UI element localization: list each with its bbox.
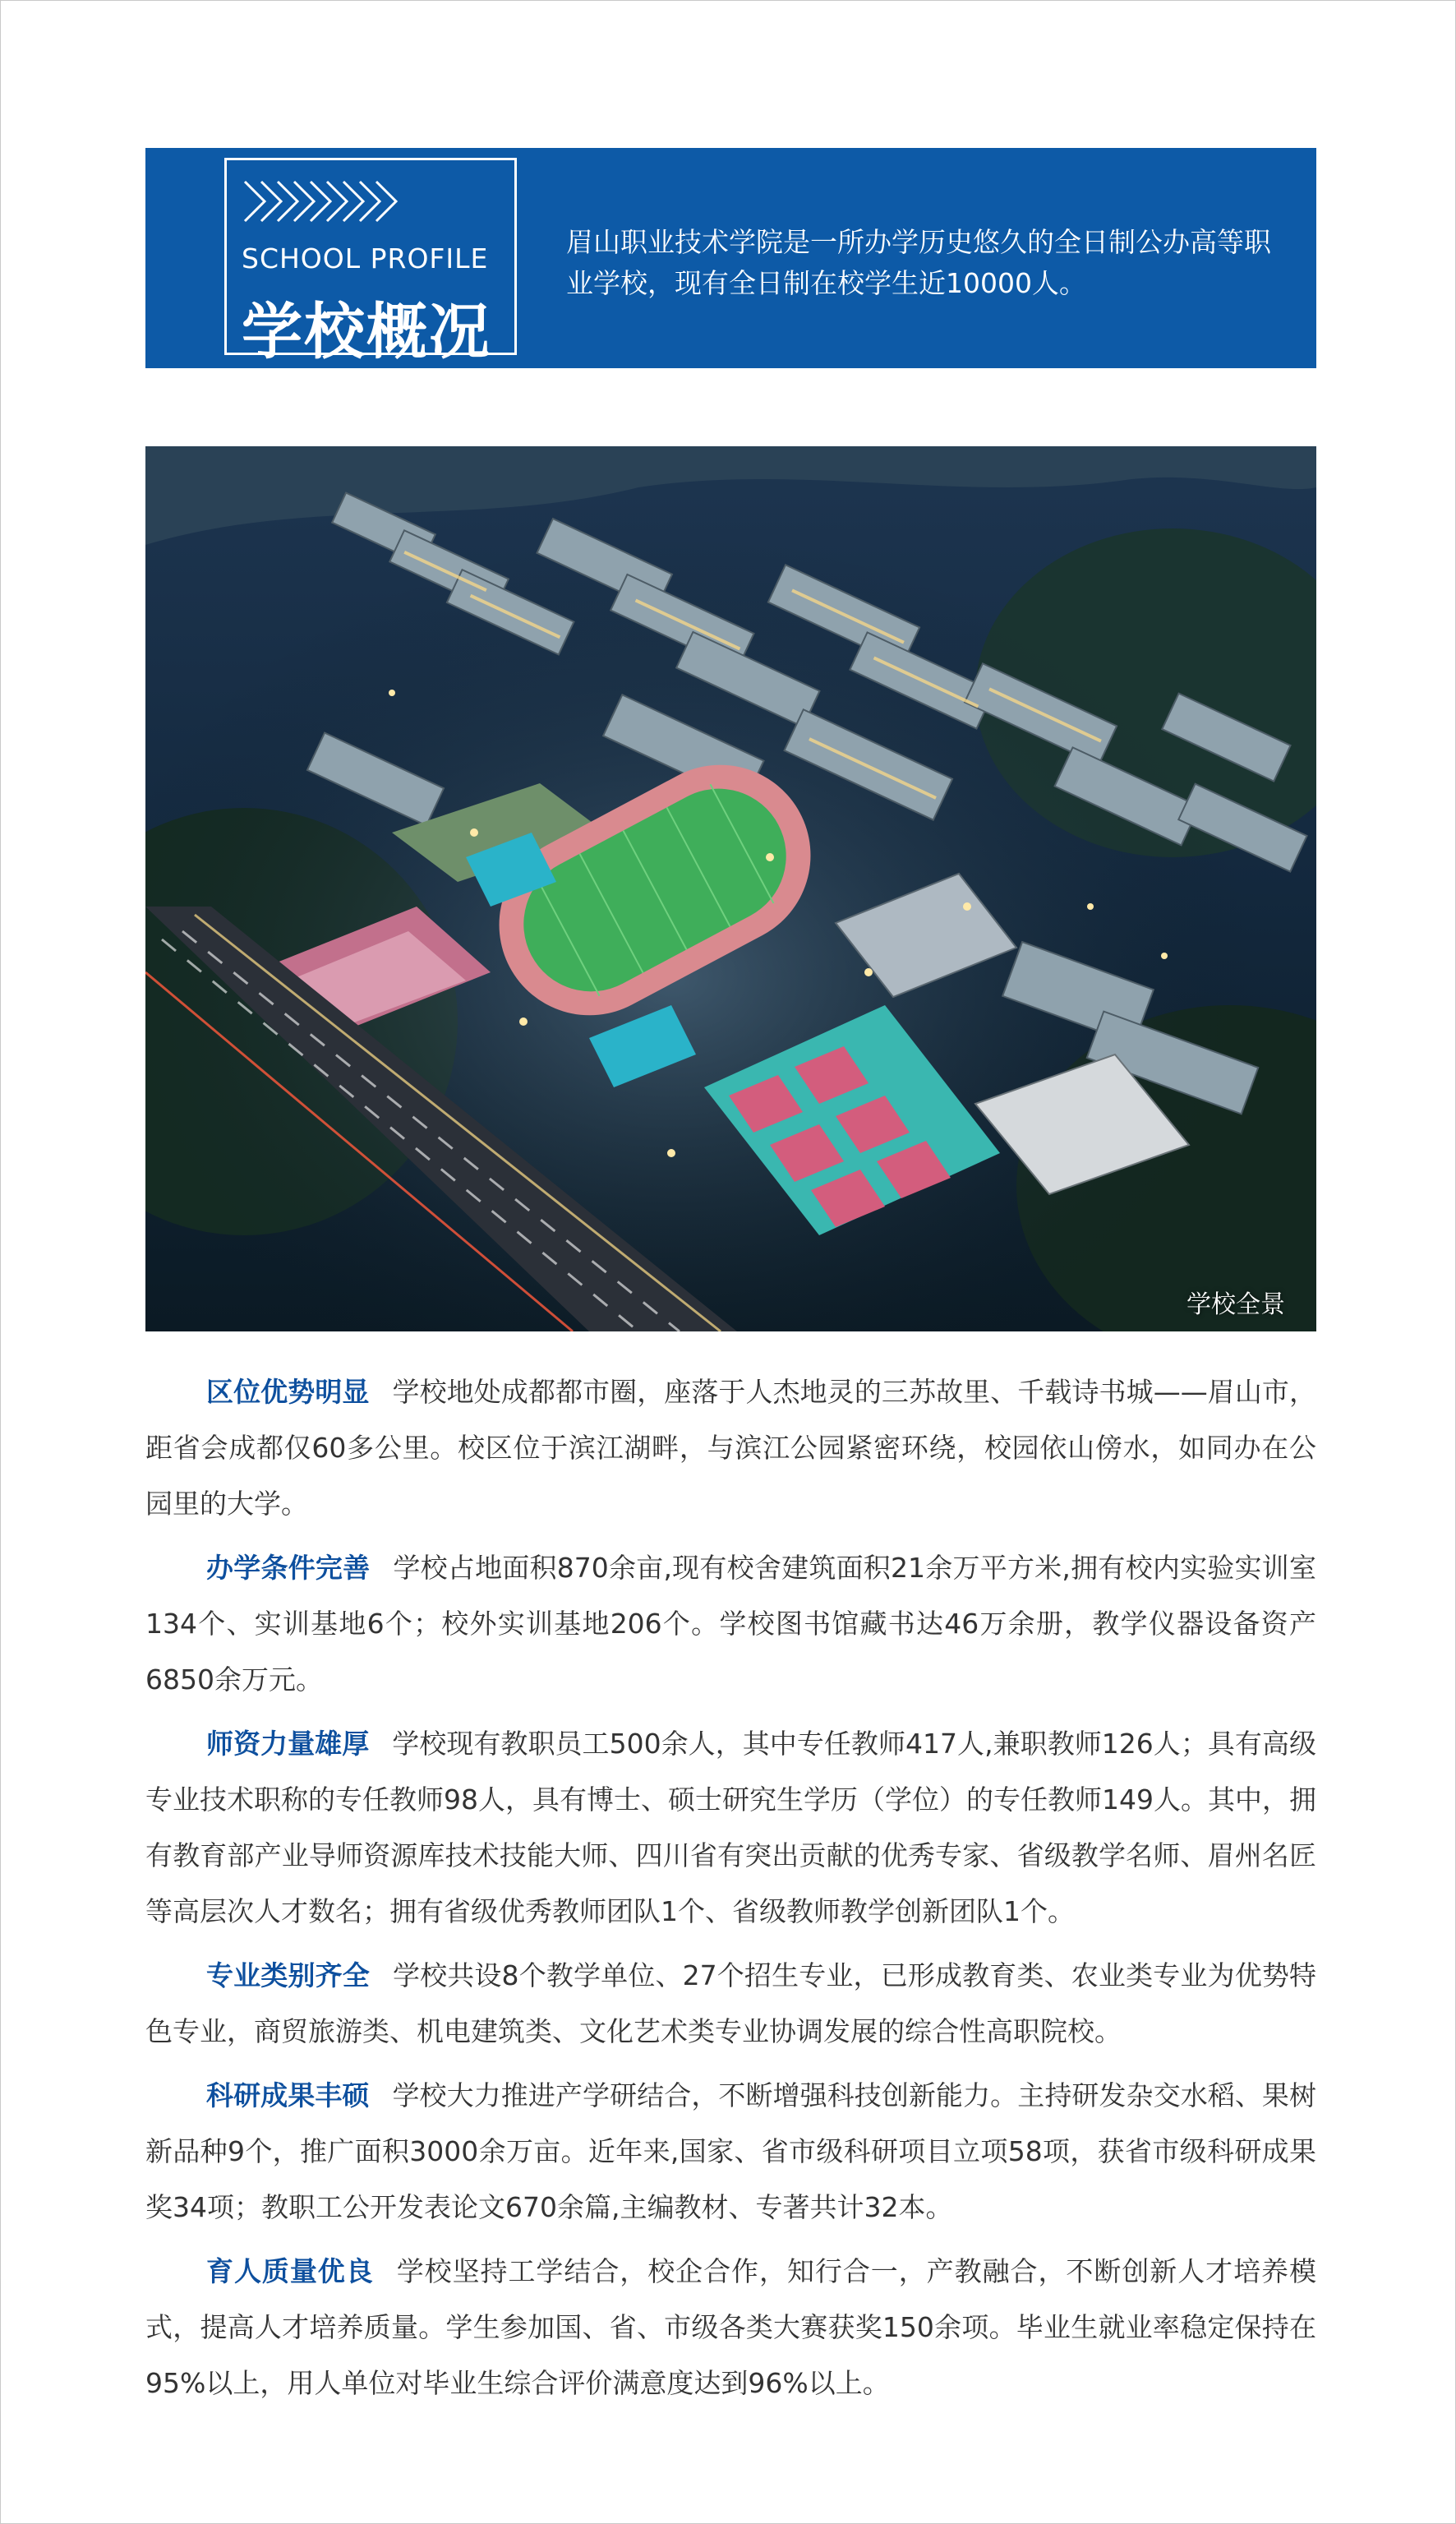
- title-box: [224, 158, 517, 367]
- section-text: 学校坚持工学结合，校企合作，知行合一，产教融合，不断创新人才培养模式，提高人才培养质量。学生参加国、省、市级各类大赛获奖150余项。毕业生就业率稳定保持在95%以上，用人单位对毕业生综合评价满意度达到96%以上。: [145, 2255, 1317, 2399]
- section-heading: 科研成果丰硕: [206, 2079, 370, 2111]
- intro-text: 眉山职业技术学院是一所办学历史悠久的全日制公办高等职业学校，现有全日制在校学生近10000人。: [566, 226, 1271, 299]
- campus-illustration: [145, 446, 1316, 1331]
- title-chinese: 学校概况: [242, 297, 491, 367]
- section-facilities: [145, 1540, 1316, 1708]
- section-location: [145, 1364, 1316, 1532]
- title-english: SCHOOL PROFILE: [242, 242, 489, 275]
- section-education-quality: [145, 2244, 1316, 2411]
- section-research: [145, 2068, 1316, 2236]
- photo-caption: 学校全景: [1186, 1290, 1285, 1319]
- section-text: 学校大力推进产学研结合，不断增强科技创新能力。主持研发杂交水稻、果树新品种9个，推广面积3000余万亩。近年来,国家、省市级科研项目立项58项，获省市级科研成果奖34项；教职工公开发表论文670余篇,主编教材、专著共计32本。: [145, 2079, 1317, 2223]
- section-majors: [145, 1948, 1316, 2060]
- section-heading: 办学条件完善: [206, 1552, 371, 1584]
- section-heading: 师资力量雄厚: [206, 1728, 370, 1760]
- content-body: [145, 1364, 1316, 2420]
- section-text: 学校地处成都都市圈，座落于人杰地灵的三苏故里、千载诗书城——眉山市，距省会成都仅60多公里。校区位于滨江湖畔，与滨江公园紧密环绕，校园依山傍水，如同办在公园里的大学。: [145, 1376, 1317, 1520]
- section-text: 学校现有教职员工500余人，其中专任教师417人,兼职教师126人；具有高级专业技术职称的专任教师98人，具有博士、硕士研究生学历（学位）的专任教师149人。其中，拥有教育部产业导师资源库技术技能大师、四川省有突出贡献的优秀专家、省级教学名师、眉州名匠等高层次人才数名；拥有省级优秀教师团队1个、省级教师教学创新团队1个。: [145, 1728, 1317, 1927]
- section-faculty: [145, 1716, 1316, 1940]
- section-heading: 专业类别齐全: [206, 1959, 370, 1991]
- header-banner: [145, 148, 1316, 368]
- section-heading: 育人质量优良: [206, 2255, 374, 2287]
- chevrons-icon: [242, 177, 418, 226]
- section-text: 学校占地面积870余亩,现有校舍建筑面积21余万平方米,拥有校内实验实训室134个、实训基地6个；校外实训基地206个。学校图书馆藏书达46万余册，教学仪器设备资产6850余万元。: [145, 1552, 1316, 1696]
- section-heading: 区位优势明显: [206, 1376, 370, 1408]
- section-text: 学校共设8个教学单位、27个招生专业，已形成教育类、农业类专业为优势特色专业，商贸旅游类、机电建筑类、文化艺术类专业协调发展的综合性高职院校。: [145, 1959, 1317, 2047]
- campus-panorama-image: [145, 446, 1316, 1331]
